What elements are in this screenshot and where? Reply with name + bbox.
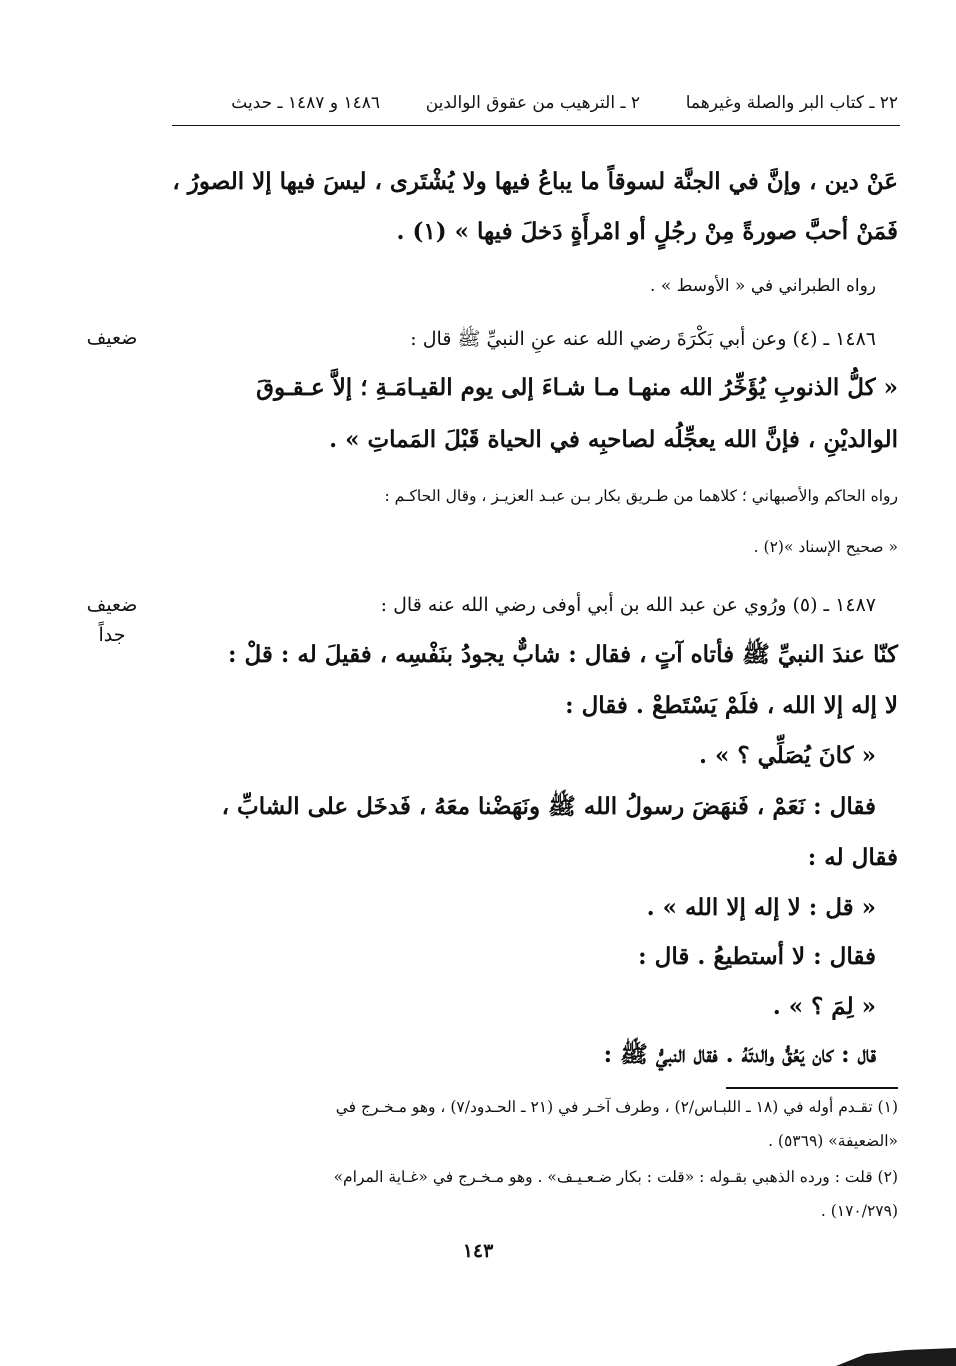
text-line: لا إله إلا الله ، فلَمْ يَسْتَطعْ . فقال : [565, 692, 898, 719]
page-number: ١٤٣ [462, 1240, 494, 1262]
text-line: فقال : نَعَمْ ، فَنهَضَ رسولُ الله ﷺ ونَهَضْنا معَهُ ، فَدخَل على الشابِّ ، [221, 793, 876, 820]
text-line: عَنْ دين ، وإنَّ في الجنَّة لسوقاً ما يباعُ فيها ولا يُشْتَرى ، ليسَ فيها إلا الصورُ ، [172, 168, 898, 195]
header-section: ٢ ـ الترهيب من عقوق الوالدين [425, 93, 640, 113]
text-line: « قل : لا إله إلا الله » . [646, 894, 876, 921]
footnote: (١) تقـدم أوله في (١٨ ـ اللبـاس/٢) ، وطرف آخـر في (٢١ ـ الحـدود/٧) ، وهو مـخـرج في [335, 1098, 898, 1116]
scan-mark [796, 1346, 956, 1366]
source-note: رواه الحاكم والأصبهاني ؛ كلاهما من طـريق بكار بـن عبـد العزيـز ، وقال الحاكـم : [384, 487, 898, 505]
header-chapter: ٢٢ ـ كتاب البر والصلة وغيرهما [685, 93, 898, 113]
text-line: الوالديْنِ ، فإنَّ الله يعجِّلُه لصاحبِه في الحياة قَبْلَ المَماتِ » . [329, 426, 898, 453]
footnote: (٢) قلت : ورده الذهبي بقـوله : «قلت : بكار ضـعـيـف» . وهو مـخـرج في «غـاية المرام» [333, 1168, 898, 1186]
footnote: (١٧٠/٢٧٩) . [820, 1202, 898, 1220]
source-note: « صحيح الإسناد »(٢) . [753, 538, 898, 556]
grade-label: جداً [98, 624, 126, 646]
hadith-intro: ١٤٨٧ ـ (٥) ورُوي عن عبد الله بن أبي أوفى رضي الله عنه قال : [380, 594, 876, 616]
grade-label: ضعيف [86, 594, 138, 616]
text-line: فَمَنْ أحبَّ صورةً مِنْ رجُلٍ أو امْرأَةٍ دَخلَ فيها » (١) . [396, 218, 898, 245]
source-note: رواه الطبراني في « الأوسط » . [650, 276, 876, 296]
footnote: «الضعيفة» (٥٣٦٩) . [768, 1132, 898, 1150]
text-line: « لِمَ ؟ » . [772, 993, 876, 1020]
grade-label: ضعيف [86, 327, 138, 349]
text-line: « كانَ يُصَلِّي ؟ » . [699, 742, 876, 769]
footnote-rule [726, 1087, 898, 1089]
text-line: قال : كان يَعُقُّ والدتَهُ . فقال النبيُّ ﷺ : [603, 1041, 876, 1068]
hadith-intro: ١٤٨٦ ـ (٤) وعن أبي بَكْرَةَ رضي الله عنه عنِ النبيِّ ﷺ قال : [410, 328, 876, 350]
text-line: فقال له : [807, 844, 898, 871]
text-line: « كلُّ الذنوبِ يُؤَخِّرُ الله منهـا مـا شـاءَ إلى يوم القيـامَـةِ ؛ إلاَّ عـقـوقَ [256, 374, 898, 401]
text-line: فقال : لا أستطيعُ . قال : [638, 943, 876, 970]
text-line: كنّا عندَ النبيِّ ﷺ فأتاه آتٍ ، فقال : شابٌّ يجودُ بنَفْسِه ، فقيلَ له : قلْ : [227, 641, 898, 668]
header-rule [172, 125, 900, 126]
header-hadith-range: ١٤٨٦ و ١٤٨٧ ـ حديث [231, 93, 380, 113]
